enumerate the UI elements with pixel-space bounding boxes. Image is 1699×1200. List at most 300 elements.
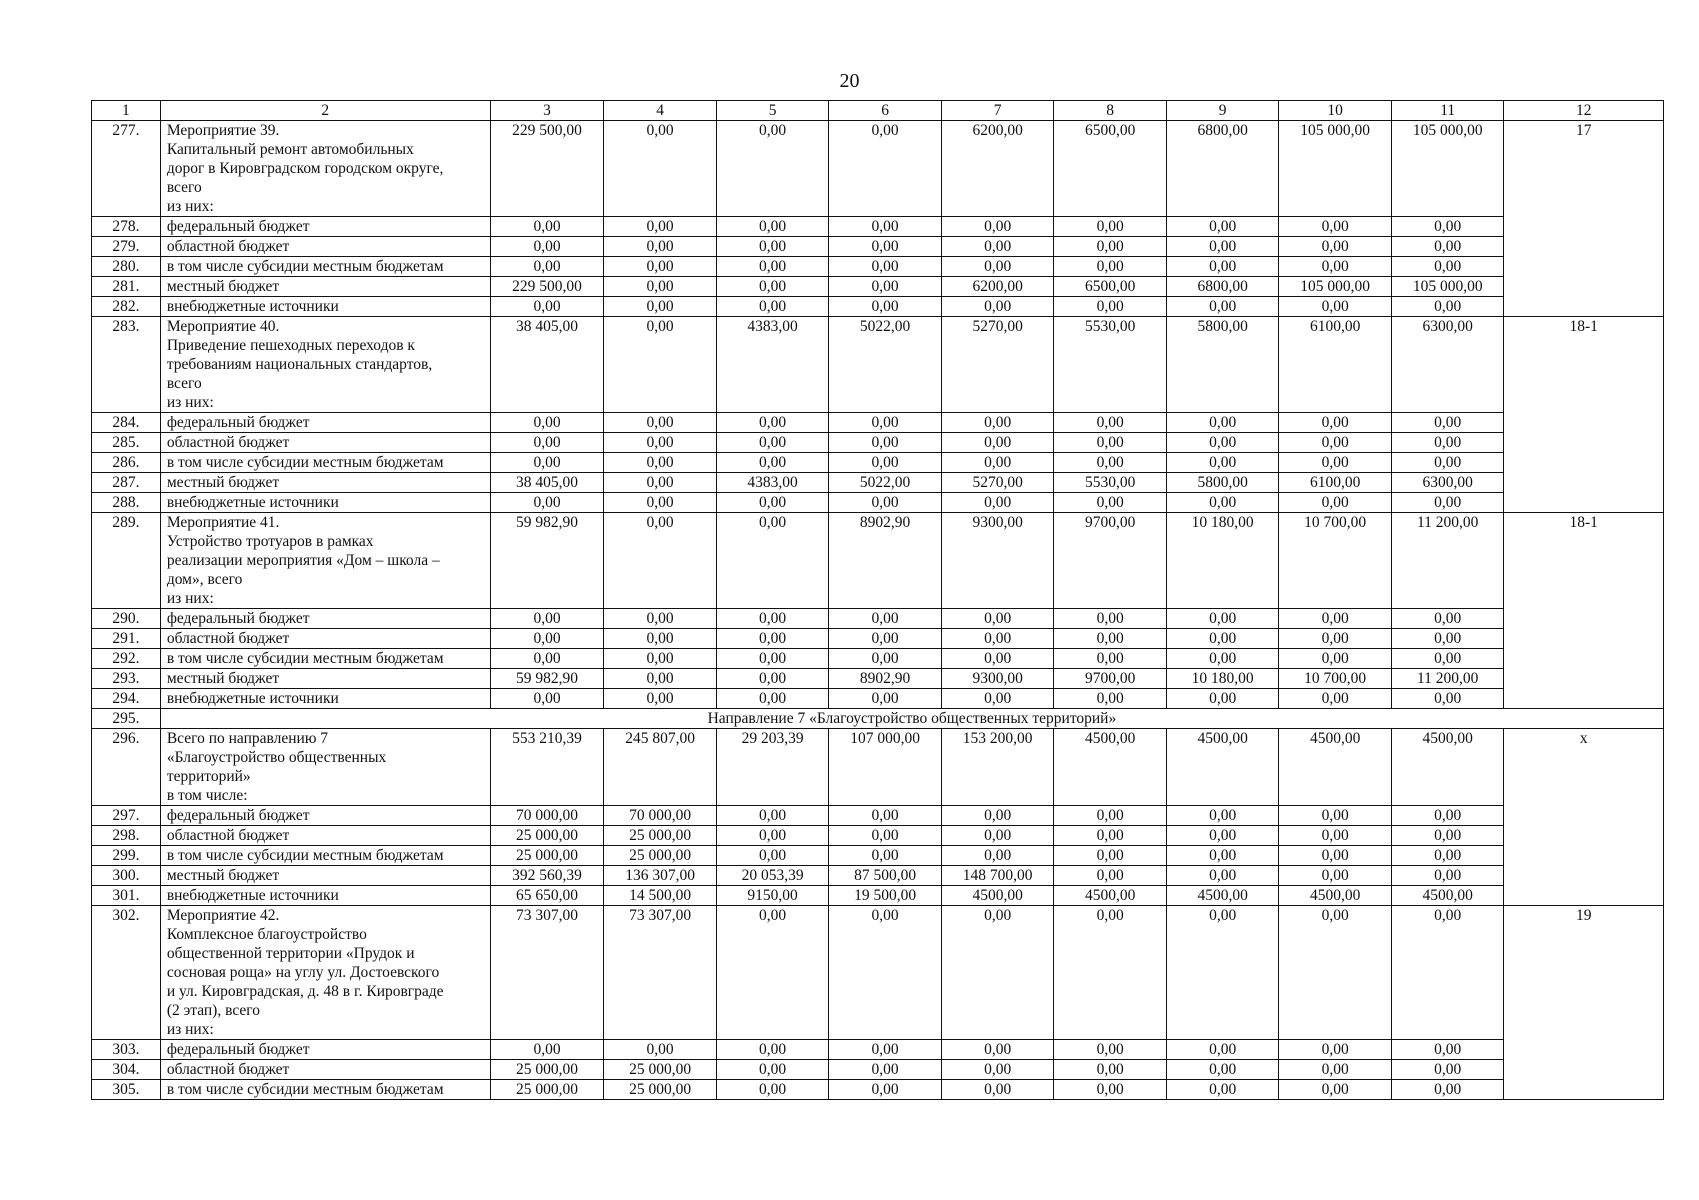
amount-cell: 0,00 [716,277,829,297]
amount-cell: 0,00 [829,806,942,826]
amount-cell: 107 000,00 [829,729,942,806]
amount-cell: 0,00 [1391,433,1504,453]
amount-cell: 0,00 [829,609,942,629]
amount-cell: 0,00 [1166,413,1279,433]
amount-cell: 5270,00 [941,473,1054,493]
row-number: 293. [92,669,161,689]
measure-title: Мероприятие 40. Приведение пешеходных переходов к требованиям национальных стандартов, всего из них: [160,317,490,413]
budget-source-row [92,1040,1664,1060]
amount-cell: 0,00 [604,433,717,453]
amount-cell: 0,00 [1054,609,1167,629]
amount-cell: 25 000,00 [604,846,717,866]
amount-cell: 0,00 [829,257,942,277]
amount-cell: 5800,00 [1166,317,1279,413]
amount-cell: 0,00 [829,1060,942,1080]
amount-cell: 0,00 [1166,297,1279,317]
amount-cell: 0,00 [1166,237,1279,257]
amount-cell: 6100,00 [1279,317,1392,413]
amount-cell: 0,00 [1279,866,1392,886]
amount-cell: 0,00 [1391,413,1504,433]
amount-cell: 105 000,00 [1391,277,1504,297]
amount-cell: 0,00 [1166,846,1279,866]
amount-cell: 0,00 [1166,433,1279,453]
amount-cell: 245 807,00 [604,729,717,806]
row-number: 286. [92,453,161,473]
amount-cell: 0,00 [716,1060,829,1080]
amount-cell: 0,00 [829,453,942,473]
amount-cell: 25 000,00 [490,1060,604,1080]
amount-cell: 4500,00 [1279,729,1392,806]
row-number: 290. [92,609,161,629]
amount-cell: 0,00 [1054,826,1167,846]
amount-cell: 0,00 [716,689,829,709]
amount-cell: 0,00 [1391,866,1504,886]
amount-cell: 0,00 [604,277,717,297]
amount-cell: 6200,00 [941,121,1054,217]
budget-source-label: в том числе субсидии местным бюджетам [160,453,490,473]
amount-cell: 59 982,90 [490,669,604,689]
amount-cell: 0,00 [1391,689,1504,709]
amount-cell: 38 405,00 [490,317,604,413]
amount-cell: 87 500,00 [829,866,942,886]
amount-cell: 19 500,00 [829,886,942,906]
amount-cell: 0,00 [1166,1080,1279,1100]
amount-cell: 0,00 [716,413,829,433]
amount-cell: 0,00 [604,629,717,649]
amount-cell: 0,00 [1054,257,1167,277]
row-number: 291. [92,629,161,649]
budget-source-label: федеральный бюджет [160,1040,490,1060]
amount-cell: 5530,00 [1054,317,1167,413]
amount-cell: 0,00 [1054,217,1167,237]
amount-cell: 11 200,00 [1391,513,1504,609]
amount-cell: 0,00 [829,413,942,433]
amount-cell: 70 000,00 [490,806,604,826]
amount-cell: 0,00 [716,846,829,866]
amount-cell: 0,00 [1279,493,1392,513]
amount-cell: 0,00 [1166,609,1279,629]
budget-source-row [92,1060,1664,1080]
amount-cell: 0,00 [716,297,829,317]
amount-cell: 6300,00 [1391,317,1504,413]
amount-cell: 4500,00 [1391,729,1504,806]
amount-cell: 0,00 [1279,826,1392,846]
amount-cell: 0,00 [490,609,604,629]
indicator-number: 17 [1504,121,1664,317]
amount-cell: 0,00 [829,629,942,649]
budget-source-row [92,669,1664,689]
amount-cell: 0,00 [1166,806,1279,826]
amount-cell: 0,00 [1279,413,1392,433]
amount-cell: 59 982,90 [490,513,604,609]
amount-cell: 229 500,00 [490,277,604,297]
budget-source-row [92,1080,1664,1100]
budget-source-label: федеральный бюджет [160,609,490,629]
amount-cell: 0,00 [1054,1040,1167,1060]
amount-cell: 0,00 [1054,629,1167,649]
direction-row [92,709,1664,729]
amount-cell: 0,00 [1391,609,1504,629]
amount-cell: 25 000,00 [604,1060,717,1080]
row-number: 280. [92,257,161,277]
budget-source-label: в том числе субсидии местным бюджетам [160,1080,490,1100]
amount-cell: 0,00 [490,217,604,237]
amount-cell: 0,00 [604,317,717,413]
amount-cell: 0,00 [1391,826,1504,846]
amount-cell: 0,00 [1279,1080,1392,1100]
amount-cell: 0,00 [716,1080,829,1100]
indicator-number: 19 [1504,906,1664,1100]
amount-cell: 0,00 [716,629,829,649]
amount-cell: 6500,00 [1054,121,1167,217]
amount-cell: 0,00 [1054,1080,1167,1100]
amount-cell: 0,00 [1054,906,1167,1040]
amount-cell: 0,00 [716,826,829,846]
column-header: 12 [1504,101,1664,121]
budget-source-row [92,649,1664,669]
budget-source-label: в том числе субсидии местным бюджетам [160,649,490,669]
amount-cell: 0,00 [716,433,829,453]
amount-cell: 0,00 [1279,297,1392,317]
amount-cell: 0,00 [941,1060,1054,1080]
row-number: 295. [92,709,161,729]
measure-row [92,121,1664,217]
row-number: 303. [92,1040,161,1060]
measure-row [92,729,1664,806]
amount-cell: 0,00 [1391,629,1504,649]
amount-cell: 25 000,00 [490,846,604,866]
budget-source-label: областной бюджет [160,1060,490,1080]
amount-cell: 0,00 [716,906,829,1040]
amount-cell: 0,00 [1279,453,1392,473]
budget-source-label: внебюджетные источники [160,493,490,513]
amount-cell: 0,00 [716,1040,829,1060]
amount-cell: 0,00 [1054,866,1167,886]
row-number: 278. [92,217,161,237]
row-number: 284. [92,413,161,433]
budget-source-label: областной бюджет [160,237,490,257]
amount-cell: 0,00 [941,237,1054,257]
amount-cell: 0,00 [1166,1060,1279,1080]
amount-cell: 0,00 [1166,1040,1279,1060]
amount-cell: 6100,00 [1279,473,1392,493]
amount-cell: 0,00 [829,217,942,237]
budget-source-row [92,826,1664,846]
budget-source-row [92,493,1664,513]
amount-cell: 0,00 [1279,1040,1392,1060]
amount-cell: 6800,00 [1166,121,1279,217]
amount-cell: 9700,00 [1054,513,1167,609]
row-number: 296. [92,729,161,806]
amount-cell: 0,00 [941,493,1054,513]
indicator-number: x [1504,729,1664,906]
budget-source-label: федеральный бюджет [160,806,490,826]
amount-cell: 0,00 [1166,629,1279,649]
amount-cell: 4500,00 [1054,729,1167,806]
amount-cell: 10 700,00 [1279,669,1392,689]
column-header: 9 [1166,101,1279,121]
amount-cell: 0,00 [604,513,717,609]
table-body [92,101,1664,1100]
measure-title: Мероприятие 42. Комплексное благоустройство общественной территории «Прудок и сосновая роща» на углу ул. Достоевского и ул. Кировградская, д. 48 в г. Кировграде (2 этап), всего из них: [160,906,490,1040]
amount-cell: 0,00 [1166,649,1279,669]
amount-cell: 4500,00 [1391,886,1504,906]
row-number: 297. [92,806,161,826]
amount-cell: 0,00 [1279,649,1392,669]
amount-cell: 0,00 [941,689,1054,709]
amount-cell: 0,00 [1054,806,1167,826]
amount-cell: 10 700,00 [1279,513,1392,609]
amount-cell: 0,00 [1279,1060,1392,1080]
row-number: 277. [92,121,161,217]
amount-cell: 4383,00 [716,317,829,413]
budget-source-label: внебюджетные источники [160,297,490,317]
amount-cell: 8902,90 [829,669,942,689]
amount-cell: 0,00 [1166,493,1279,513]
amount-cell: 65 650,00 [490,886,604,906]
amount-cell: 4500,00 [1279,886,1392,906]
budget-source-row [92,629,1664,649]
amount-cell: 0,00 [829,121,942,217]
budget-source-row [92,806,1664,826]
budget-source-label: областной бюджет [160,826,490,846]
row-number: 279. [92,237,161,257]
amount-cell: 0,00 [1054,493,1167,513]
amount-cell: 4500,00 [941,886,1054,906]
budget-source-label: внебюджетные источники [160,886,490,906]
amount-cell: 0,00 [490,649,604,669]
amount-cell: 25 000,00 [604,1080,717,1100]
amount-cell: 25 000,00 [604,826,717,846]
budget-source-label: в том числе субсидии местным бюджетам [160,846,490,866]
amount-cell: 73 307,00 [490,906,604,1040]
row-number: 282. [92,297,161,317]
budget-source-label: федеральный бюджет [160,217,490,237]
row-number: 288. [92,493,161,513]
amount-cell: 0,00 [1391,846,1504,866]
measure-title: Мероприятие 41. Устройство тротуаров в рамках реализации мероприятия «Дом – школа – дом», всего из них: [160,513,490,609]
amount-cell: 0,00 [1391,297,1504,317]
amount-cell: 153 200,00 [941,729,1054,806]
column-header: 3 [490,101,604,121]
row-number: 300. [92,866,161,886]
row-number: 283. [92,317,161,413]
amount-cell: 0,00 [1054,237,1167,257]
amount-cell: 10 180,00 [1166,669,1279,689]
direction-title: Направление 7 «Благоустройство общественных территорий» [160,709,1663,729]
amount-cell: 73 307,00 [604,906,717,1040]
amount-cell: 0,00 [1279,237,1392,257]
row-number: 281. [92,277,161,297]
measure-title: Мероприятие 39. Капитальный ремонт автомобильных дорог в Кировградском городском округе, всего из них: [160,121,490,217]
page-number: 20 [839,70,860,92]
budget-source-row [92,277,1664,297]
budget-source-row [92,453,1664,473]
amount-cell: 10 180,00 [1166,513,1279,609]
amount-cell: 0,00 [1279,806,1392,826]
budget-source-label: областной бюджет [160,433,490,453]
amount-cell: 0,00 [716,649,829,669]
amount-cell: 0,00 [1054,297,1167,317]
amount-cell: 0,00 [716,609,829,629]
amount-cell: 0,00 [1054,433,1167,453]
indicator-number: 18-1 [1504,317,1664,513]
amount-cell: 14 500,00 [604,886,717,906]
amount-cell: 0,00 [490,257,604,277]
column-header: 11 [1391,101,1504,121]
budget-source-row [92,689,1664,709]
amount-cell: 0,00 [490,1040,604,1060]
amount-cell: 0,00 [829,649,942,669]
amount-cell: 25 000,00 [490,1080,604,1100]
amount-cell: 0,00 [1054,1060,1167,1080]
measure-row [92,317,1664,413]
column-header: 10 [1279,101,1392,121]
amount-cell: 148 700,00 [941,866,1054,886]
table-header-row [92,101,1664,121]
amount-cell: 105 000,00 [1391,121,1504,217]
amount-cell: 0,00 [716,217,829,237]
amount-cell: 0,00 [941,257,1054,277]
amount-cell: 0,00 [604,453,717,473]
amount-cell: 0,00 [941,297,1054,317]
amount-cell: 0,00 [716,257,829,277]
amount-cell: 5530,00 [1054,473,1167,493]
amount-cell: 6300,00 [1391,473,1504,493]
row-number: 302. [92,906,161,1040]
amount-cell: 0,00 [604,669,717,689]
amount-cell: 0,00 [1279,906,1392,1040]
amount-cell: 0,00 [941,433,1054,453]
amount-cell: 6200,00 [941,277,1054,297]
amount-cell: 105 000,00 [1279,121,1392,217]
amount-cell: 0,00 [829,433,942,453]
amount-cell: 5800,00 [1166,473,1279,493]
amount-cell: 0,00 [1391,237,1504,257]
amount-cell: 0,00 [1279,629,1392,649]
amount-cell: 9700,00 [1054,669,1167,689]
amount-cell: 0,00 [490,629,604,649]
amount-cell: 0,00 [829,237,942,257]
amount-cell: 0,00 [716,453,829,473]
amount-cell: 0,00 [941,609,1054,629]
amount-cell: 0,00 [1166,689,1279,709]
amount-cell: 29 203,39 [716,729,829,806]
amount-cell: 0,00 [716,513,829,609]
amount-cell: 0,00 [604,689,717,709]
amount-cell: 0,00 [1279,689,1392,709]
amount-cell: 0,00 [829,1040,942,1060]
amount-cell: 70 000,00 [604,806,717,826]
amount-cell: 553 210,39 [490,729,604,806]
amount-cell: 0,00 [941,1040,1054,1060]
amount-cell: 0,00 [829,277,942,297]
row-number: 289. [92,513,161,609]
amount-cell: 0,00 [604,609,717,629]
column-header: 8 [1054,101,1167,121]
amount-cell: 5270,00 [941,317,1054,413]
amount-cell: 0,00 [1391,217,1504,237]
amount-cell: 0,00 [1054,453,1167,473]
amount-cell: 0,00 [604,121,717,217]
row-number: 285. [92,433,161,453]
row-number: 294. [92,689,161,709]
column-header: 4 [604,101,717,121]
amount-cell: 392 560,39 [490,866,604,886]
amount-cell: 0,00 [1391,257,1504,277]
amount-cell: 0,00 [716,121,829,217]
amount-cell: 0,00 [1279,846,1392,866]
amount-cell: 9300,00 [941,669,1054,689]
amount-cell: 0,00 [941,649,1054,669]
amount-cell: 38 405,00 [490,473,604,493]
amount-cell: 0,00 [1391,1040,1504,1060]
amount-cell: 0,00 [604,473,717,493]
amount-cell: 4500,00 [1166,886,1279,906]
amount-cell: 0,00 [829,846,942,866]
amount-cell: 0,00 [941,846,1054,866]
row-number: 299. [92,846,161,866]
amount-cell: 0,00 [941,1080,1054,1100]
budget-source-row [92,473,1664,493]
amount-cell: 11 200,00 [1391,669,1504,689]
row-number: 292. [92,649,161,669]
amount-cell: 8902,90 [829,513,942,609]
amount-cell: 0,00 [1166,257,1279,277]
measure-row [92,513,1664,609]
amount-cell: 105 000,00 [1279,277,1392,297]
amount-cell: 6800,00 [1166,277,1279,297]
amount-cell: 0,00 [1054,846,1167,866]
amount-cell: 0,00 [716,493,829,513]
measure-title: Всего по направлению 7 «Благоустройство общественных территорий» в том числе: [160,729,490,806]
amount-cell: 0,00 [604,1040,717,1060]
budget-source-label: местный бюджет [160,473,490,493]
row-number: 304. [92,1060,161,1080]
amount-cell: 136 307,00 [604,866,717,886]
amount-cell: 6500,00 [1054,277,1167,297]
budget-source-row [92,297,1664,317]
amount-cell: 9150,00 [716,886,829,906]
amount-cell: 0,00 [1279,433,1392,453]
amount-cell: 4383,00 [716,473,829,493]
amount-cell: 0,00 [490,453,604,473]
budget-source-label: в том числе субсидии местным бюджетам [160,257,490,277]
amount-cell: 0,00 [941,629,1054,649]
row-number: 305. [92,1080,161,1100]
amount-cell: 0,00 [1166,453,1279,473]
budget-source-label: федеральный бюджет [160,413,490,433]
amount-cell: 5022,00 [829,317,942,413]
amount-cell: 9300,00 [941,513,1054,609]
budget-source-label: местный бюджет [160,866,490,886]
amount-cell: 0,00 [1166,217,1279,237]
amount-cell: 0,00 [829,493,942,513]
amount-cell: 0,00 [490,689,604,709]
amount-cell: 0,00 [941,413,1054,433]
amount-cell: 0,00 [716,669,829,689]
budget-source-label: внебюджетные источники [160,689,490,709]
budget-source-row [92,886,1664,906]
amount-cell: 0,00 [829,297,942,317]
budget-source-label: областной бюджет [160,629,490,649]
amount-cell: 25 000,00 [490,826,604,846]
amount-cell: 0,00 [604,217,717,237]
amount-cell: 0,00 [1166,826,1279,846]
amount-cell: 0,00 [1054,649,1167,669]
budget-source-row [92,413,1664,433]
column-header: 1 [92,101,161,121]
